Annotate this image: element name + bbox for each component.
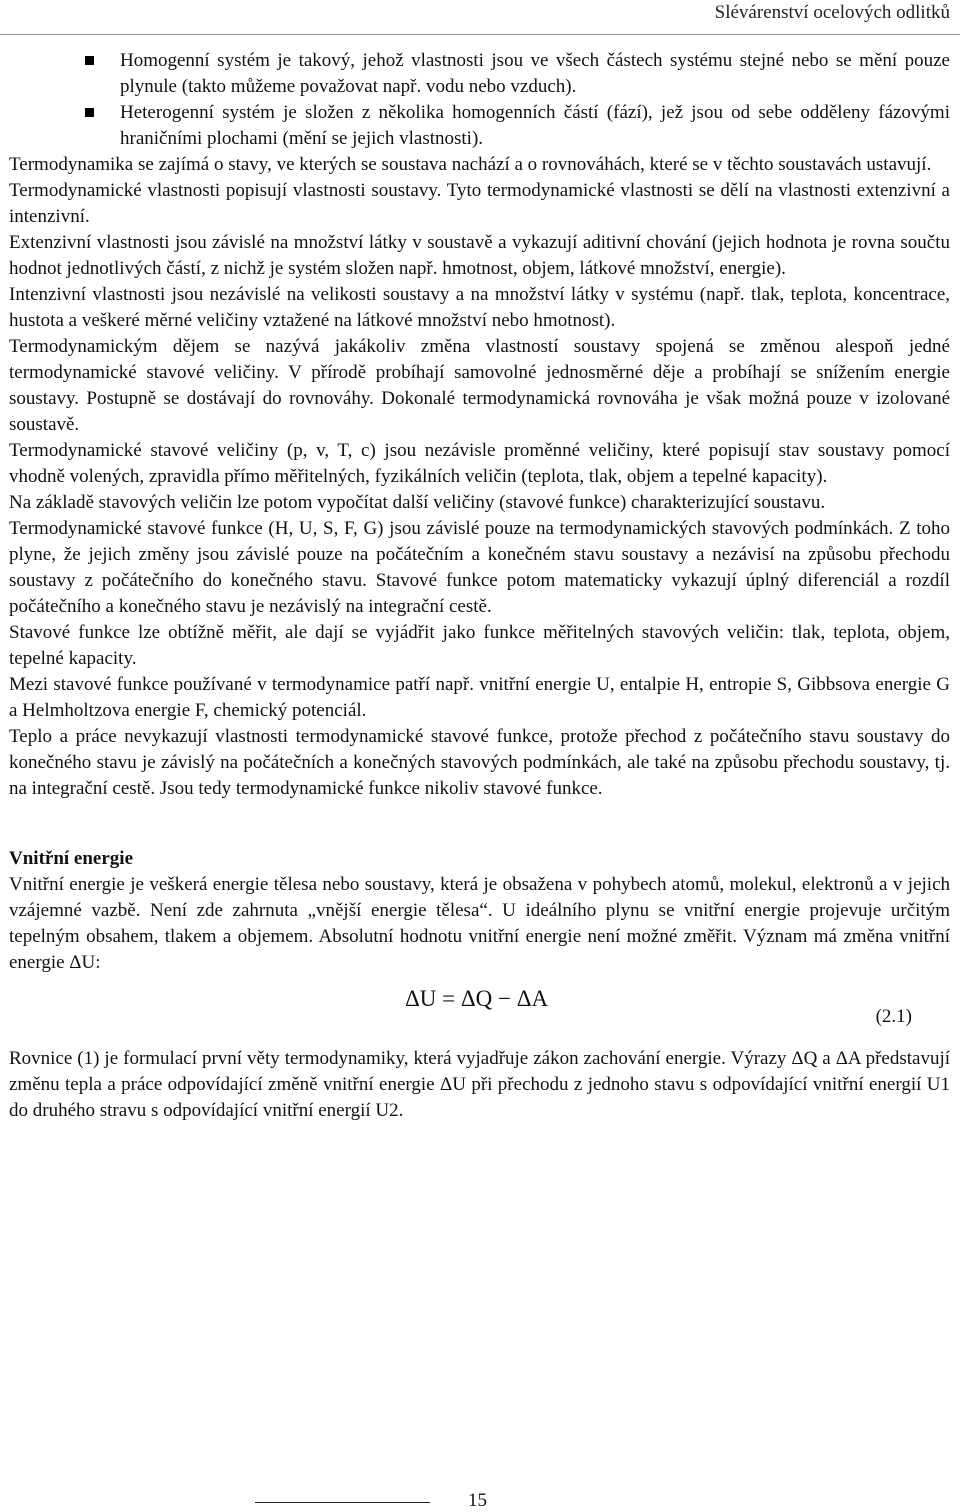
paragraph: Mezi stavové funkce používané v termodynamice patří např. vnitřní energie U, entalpie H, entropie S, Gibbsova energie G a Helmholtzova energie F, chemický potenciál. [9,674,950,721]
page-header [0,0,960,35]
bullet-text: Heterogenní systém je složen z několika homogenních částí (fází), jež jsou od sebe odděleny fázovými hraničními plochami (mění se jejich vlastnosti). [120,102,950,149]
paragraph: Termodynamika se zajímá o stavy, ve kterých se soustava nachází a o rovnováhách, které se v těchto soustavách ustavují. [9,154,932,175]
equation-number: (2.1) [875,1006,912,1027]
square-bullet-icon [85,108,94,117]
paragraph: Intenzivní vlastnosti jsou nezávislé na velikosti soustavy a na množství látky v systému (např. tlak, teplota, koncentrace, hustota a veškeré měrné veličiny vztažené na látkové množství nebo hmotnost). [9,284,950,331]
bullet-list [9,48,950,152]
equation: ΔU = ΔQ − ΔA [405,986,549,1011]
square-bullet-icon [85,56,94,65]
footer-rule [255,1502,430,1503]
list-item [9,48,950,100]
paragraph: Termodynamické stavové veličiny (p, v, T, c) jsou nezávisle proměnné veličiny, které popisují stav soustavy pomocí vhodně volených, zpravidla přímo měřitelných, fyzikálních veličin (teplota, tlak, objem a tepelné kapacity). [9,440,950,487]
page-number: 15 [468,1490,487,1511]
header-title: Slévárenství ocelových odlitků [714,2,950,23]
equation-block [9,982,950,1042]
paragraph: Extenzivní vlastnosti jsou závislé na množství látky v soustavě a vykazují aditivní chování (jejich hodnota je rovna součtu hodnot jednotlivých částí, z nichž je systém složen např. hmotnost, objem, látkové množství, energie). [9,232,950,279]
paragraph: Teplo a práce nevykazují vlastnosti termodynamické stavové funkce, protože přechod z počátečního stavu soustavy do konečného stavu je závislý na počátečních a konečných stavových podmínkách, ale také na způsobu přechodu soustavy, tj. na integrační cestě. Jsou tedy termodynamické funkce nikoliv stavové funkce. [9,726,950,799]
paragraph: Termodynamické vlastnosti popisují vlastnosti soustavy. Tyto termodynamické vlastnosti se dělí na vlastnosti extenzivní a intenzivní. [9,180,950,227]
section-heading: Vnitřní energie [9,848,134,869]
section-paragraph: Rovnice (1) je formulací první věty termodynamiky, která vyjadřuje zákon zachování energie. Výrazy ΔQ a ΔA představují změnu tepla a práce odpovídající změně vnitřní energie ΔU při přechodu z jednoho stavu s odpovídající vnitřní energií U1 do druhého stravu s odpovídající vnitřní energií U2. [9,1048,950,1121]
paragraph: Termodynamické stavové funkce (H, U, S, F, G) jsou závislé pouze na termodynamických stavových podmínkách. Z toho plyne, že jejich změny jsou závislé pouze na počátečním a konečném stavu soustavy a nezávisí na způsobu přechodu soustavy z počátečního do konečného stavu. Stavové funkce potom matematicky vykazují úplný diferenciál a rozdíl počátečního a konečného stavu je nezávislý na integrační cestě. [9,518,950,617]
document-body [9,48,950,1124]
section-intro: Vnitřní energie je veškerá energie tělesa nebo soustavy, která je obsažena v pohybech atomů, molekul, elektronů a v jejich vzájemné vazbě. Není zde zahrnuta „vnější energie tělesa“. U ideálního plynu se vnitřní energie projevuje určitým tepelným obsahem, tlakem a objemem. Absolutní hodnotu vnitřní energie není možné změřit. Význam má změna vnitřní energie ΔU: [9,874,950,973]
bullet-text: Homogenní systém je takový, jehož vlastnosti jsou ve všech částech systému stejné nebo se mění pouze plynule (takto můžeme považovat např. vodu nebo vzduch). [120,50,950,97]
list-item [9,100,950,152]
paragraph: Stavové funkce lze obtížně měřit, ale dají se vyjádřit jako funkce měřitelných stavových veličin: tlak, teplota, objem, tepelné kapacity. [9,622,950,669]
paragraph: Termodynamickým dějem se nazývá jakákoliv změna vlastností soustavy spojená se změnou alespoň jedné termodynamické stavové veličiny. V přírodě probíhají samovolné jednosměrné děje a probíhají se snížením energie soustavy. Postupně se dostávají do rovnováhy. Dokonalé termodynamická rovnováha je však možná pouze v izolované soustavě. [9,336,950,435]
paragraph: Na základě stavových veličin lze potom vypočítat další veličiny (stavové funkce) charakterizující soustavu. [9,492,826,513]
